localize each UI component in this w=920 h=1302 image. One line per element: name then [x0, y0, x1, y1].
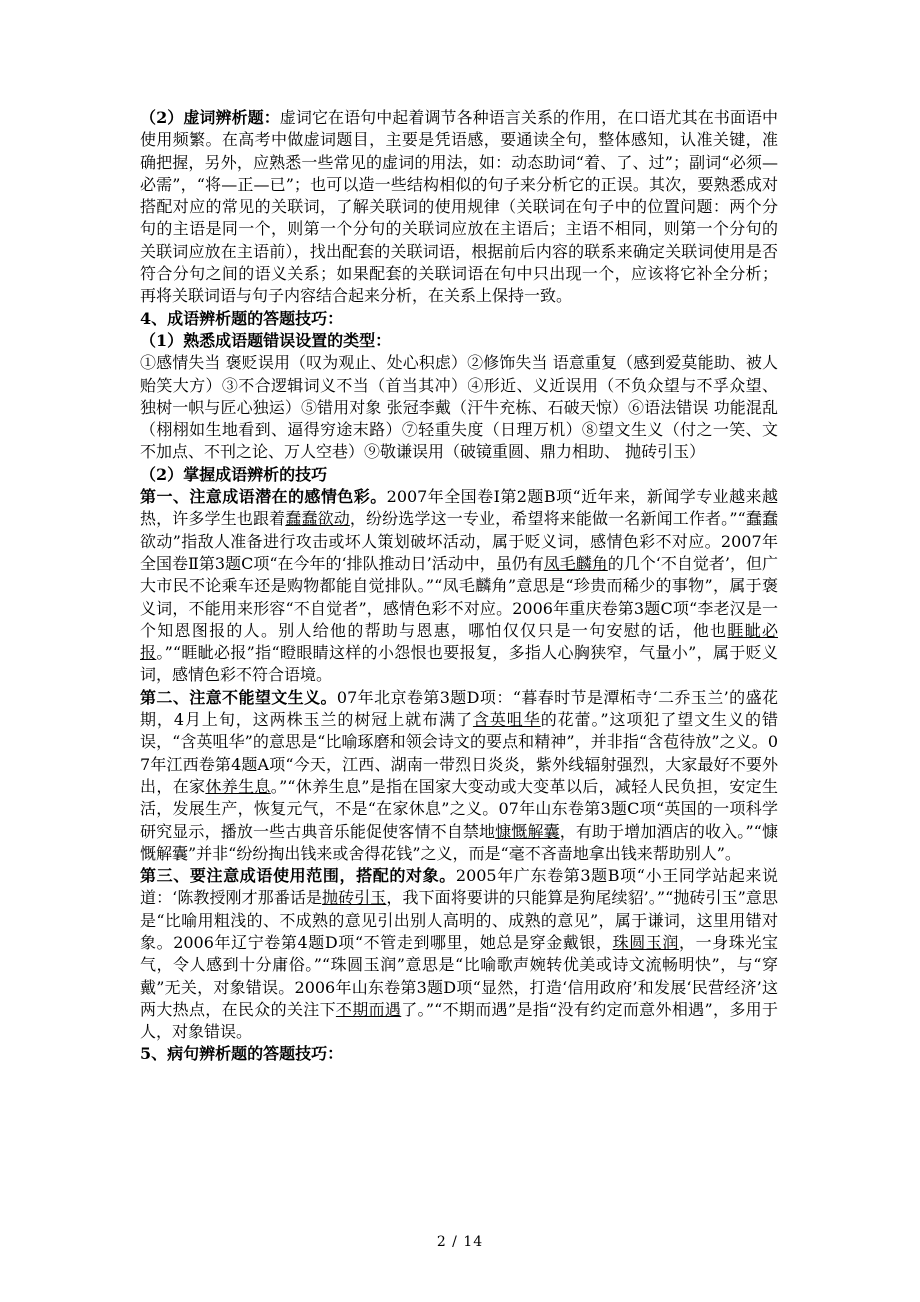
subsection-1-heading: （1）熟悉成语题错误设置的类型：: [140, 330, 392, 350]
idiom-underlined: 凤毛麟角: [543, 553, 608, 573]
section-5-heading: 5、病句辨析题的答题技巧：: [140, 1044, 344, 1064]
error-types-list: ①感情失当 褒贬误用（叹为观止、处心积虑）②修饰失当 语意重复（感到爱莫能助、被人贻笑大方）③不合逻辑词义不当（首当其冲）④形近、义近误用（不负众望与不孚众望、独树一帜与匠心独运）⑤错用对象 张冠李戴（汗牛充栋、石破天惊）⑥语法错误 功能混乱（栩栩如生地看到、逼得穷途末路）⑦轻重失度（日理万机）⑧望文生义（付之一笑、文不加点、不刊之论、万人空巷）⑨敬谦误用（破镜重圆、鼎力相助、 抛砖引玉）: [140, 353, 778, 462]
idiom-underlined: 慷慨解囊: [495, 821, 560, 841]
tip-third-heading: 第三、要注意成语使用范围，搭配的对象。: [140, 866, 456, 886]
tip-second-heading: 第二、注意不能望文生义。: [140, 687, 337, 707]
tip-first-paragraph: 第一、注意成语潜在的感情色彩。2007年全国卷Ⅰ第2题B项“近年来，新闻学专业越来越热，许多学生也跟着蠢蠢欲动，纷纷选学这一专业，希望将来能做一名新闻工作者。”“蠢蠢欲动”指敌人准备进行攻击或坏人策划破坏活动，属于贬义词，感情色彩不对应。2007年全国卷Ⅱ第3题C项“在今年的‘排队推动日’活动中，虽仍有凤毛麟角的几个‘不自觉者’，但广大市民不论乘车还是购物都能自觉排队。”“凤毛麟角”意思是“珍贵而稀少的事物”，属于褒义词，不能用来形容“不自觉者”，感情色彩不对应。2006年重庆卷第3题C项“李老汉是一个知恩图报的人。别人给他的帮助与恩惠，哪怕仅仅只是一句安慰的话，他也睚眦必报。”“睚眦必报”指“瞪眼睛这样的小怨恨也要报复，多指人心胸狭窄，气量小”，属于贬义词，感情色彩不符合语境。: [140, 487, 778, 685]
idiom-underlined: 不期而遇: [335, 999, 402, 1019]
section-vocab-heading: （2）虚词辨析题：: [140, 108, 280, 127]
idiom-underlined: 抛砖引玉: [322, 888, 387, 908]
section-vocab-paragraph: [140, 107, 778, 308]
tip-second-paragraph: 第二、注意不能望文生义。07年北京卷第3题D项：“暮春时节是潭柘寺‘二乔玉兰’的盛花期，4月上旬，这两株玉兰的树冠上就布满了含英咀华的花蕾。”这项犯了望文生义的错误，“含英咀华”的意思是“比喻琢磨和领会诗文的要点和精神”，并非指“含苞待放”之义。07年江西卷第4题A项“今天，江西、湖南一带烈日炎炎，紫外线辐射强烈，大家最好不要外出，在家休养生息。”“休养生息”是指在国家大变动或大变革以后，减轻人民负担，安定生活，发展生产，恢复元气，不是“在家休息”之义。07年山东卷第3题C项“英国的一项科学研究显示，播放一些古典音乐能促使客情不自禁地慷慨解囊，有助于增加酒店的收入。”“慷慨解囊”并非“纷纷掏出钱来或舍得花钱”之义，而是“毫不吝啬地拿出钱来帮助别人”。: [140, 687, 778, 863]
subsection-2-heading: （2）掌握成语辨析的技巧: [140, 464, 328, 484]
idiom-underlined: 蠢蠢欲动: [285, 509, 350, 529]
page-content: [140, 107, 778, 1066]
idiom-underlined: 睚眦必报: [140, 620, 778, 663]
tip-third-paragraph: 第三、要注意成语使用范围，搭配的对象。2005年广东卷第3题B项“小王同学站起来说道：‘陈教授刚才那番话是抛砖引玉，我下面将要讲的只能算是狗尾续貂’。”“抛砖引玉”意思是“比喻用粗浅的、不成熟的意见引出别人高明的、成熟的意见”，属于谦词，这里用错对象。2006年辽宁卷第4题D项“不管走到哪里，她总是穿金戴银，珠圆玉润，一身珠光宝气，令人感到十分庸俗。”“珠圆玉润”意思是“比喻歌声婉转优美或诗文流畅明快”，与“穿戴”无关，对象错误。2006年山东卷第3题D项“显然，打造‘信用政府’和发展‘民营经济’这两大热点，在民众的关注下不期而遇了。”“不期而遇”是指“没有约定而意外相遇”，多用于人，对象错误。: [140, 866, 778, 1042]
idiom-underlined: 休养生息: [205, 776, 271, 796]
page-number: 2 / 14: [436, 1234, 484, 1250]
tip-first-heading: 第一、注意成语潜在的感情色彩。: [140, 487, 387, 507]
idiom-underlined: 含英咀华: [472, 710, 541, 730]
section-vocab-text: 虚词它在语句中起着调节各种语言关系的作用，在口语尤其在书面语中使用频繁。在高考中做虚词题目，主要是凭语感，要通读全句，整体感知，认准关键，准确把握，另外，应熟悉一些常见的虚词的用法，如：动态助词“着、了、过”；副词“必须—必需”，“将—正—已”；也可以造一些结构相似的句子来分析它的正误。其次，要熟悉成对搭配对应的常见的关联词，了解关联词的使用规律（关联词在句子中的位置问题：两个分句的主语是同一个，则第一个分句的关联词应放在主语后；主语不相同，则第一个分句的关联词应放在主语前），找出配套的关联词语，根据前后内容的联系来确定关联词使用是否符合分句之间的语义关系；如果配套的关联词语在句中只出现一个，应该将它补全分析；再将关联词语与句子内容结合起来分析，在关系上保持一致。: [140, 108, 778, 306]
idiom-underlined: 珠圆玉润: [612, 932, 679, 952]
section-4-heading: 4、成语辨析题的答题技巧：: [140, 308, 344, 328]
